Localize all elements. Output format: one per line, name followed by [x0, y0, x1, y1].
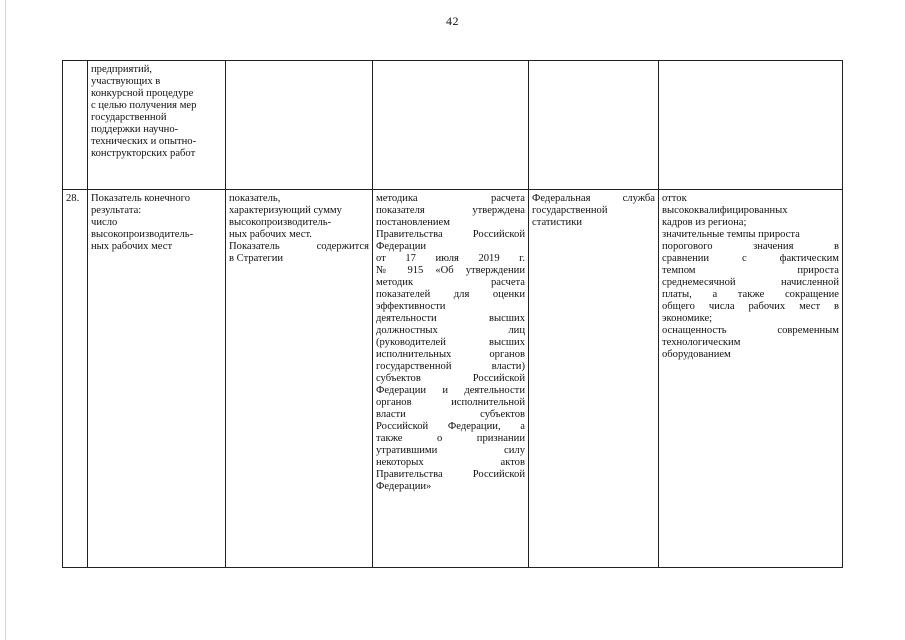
text-line: порогового значения в: [662, 241, 839, 252]
text-line: статистики: [532, 217, 583, 228]
text-line: утратившими силу: [376, 445, 525, 456]
text-line: власти субъектов: [376, 409, 525, 420]
text-line: Правительства Российской: [376, 229, 525, 240]
text-line: технологическим: [662, 337, 741, 348]
cell-factors: [659, 190, 843, 568]
text-line: в Стратегии: [229, 253, 284, 264]
text-line: от 17 июля 2019 г.: [376, 253, 525, 264]
text-line: № 915 «Об утверждении: [376, 265, 525, 276]
text-line: платы, а также сокращение: [662, 289, 839, 300]
text-line: Федерации и деятельности: [376, 385, 525, 396]
text-line: кадров из региона;: [662, 217, 747, 228]
cell-number: [63, 61, 88, 190]
text-line: государственной: [532, 205, 608, 216]
cell-source: [529, 190, 659, 568]
cell-indicator: [88, 61, 226, 190]
text-line: с целью получения мер: [91, 100, 197, 111]
text-line: методик расчета: [376, 277, 525, 288]
cell-source: [529, 61, 659, 190]
page-number: 42: [446, 14, 459, 28]
text-line: конструкторских работ: [91, 148, 196, 159]
text-line: органов исполнительной: [376, 397, 525, 408]
text-line: предприятий,: [91, 64, 153, 75]
text-line: темпом прироста: [662, 265, 839, 276]
text-line: должностных лиц: [376, 325, 525, 336]
text-line: субъектов Российской: [376, 373, 525, 384]
text-line: среднемесячной начисленной: [662, 277, 839, 288]
text-line: высокопроизводитель-: [229, 217, 332, 228]
cell-indicator: [88, 190, 226, 568]
text-line: методика расчета: [376, 193, 525, 204]
text-line: Федерации»: [376, 481, 432, 492]
text-line: оснащенность современным: [662, 325, 839, 336]
text-line: поддержки научно-: [91, 124, 179, 135]
text-line: общего числа рабочих мест в: [662, 301, 839, 312]
cell-definition: [226, 190, 373, 568]
text-line: ных рабочих мест: [91, 241, 173, 252]
text-line: Показатель содержится: [229, 241, 369, 252]
text-line: Российской Федерации, а: [376, 421, 525, 432]
text-line: Показатель конечного: [91, 193, 191, 204]
text-line: показателя утверждена: [376, 205, 525, 216]
text-line: характеризующий сумму: [229, 205, 342, 216]
text-line: участвующих в: [91, 76, 161, 87]
text-line: результата:: [91, 205, 142, 216]
text-line: постановлением: [376, 217, 450, 228]
table-row-continuation: [63, 61, 843, 190]
text-line: эффективности: [376, 301, 446, 312]
text-line: технических и опытно-: [91, 136, 197, 147]
text-line: деятельности высших: [376, 313, 525, 324]
text-line: высокопроизводитель-: [91, 229, 194, 240]
text-line: оборудованием: [662, 349, 731, 360]
text-line: исполнительных органов: [376, 349, 525, 360]
cell-methodology: [373, 190, 529, 568]
cell-definition: [226, 61, 373, 190]
cell-factors: [659, 61, 843, 190]
text-line: высококвалифицированных: [662, 205, 788, 216]
text-line: значительные темпы прироста: [662, 229, 800, 240]
text-line: государственной власти): [376, 361, 525, 372]
text-line: ных рабочих мест.: [229, 229, 312, 240]
indicators-table: [62, 60, 843, 568]
text-line: отток: [662, 193, 687, 204]
text-line: (руководителей высших: [376, 337, 525, 348]
text-line: сравнении с фактическим: [662, 253, 839, 264]
text-line: Федерации: [376, 241, 427, 252]
text-line: показателей для оценки: [376, 289, 525, 300]
text-line: государственной: [91, 112, 167, 123]
text-line: некоторых актов: [376, 457, 525, 468]
cell-number: 28.: [63, 190, 88, 568]
text-line: число: [91, 217, 118, 228]
table-row-28: [63, 190, 843, 568]
scan-edge-line: [5, 0, 6, 640]
cell-methodology: [373, 61, 529, 190]
text-line: конкурсной процедуре: [91, 88, 194, 99]
text-line: экономике;: [662, 313, 713, 324]
text-line: Федеральная служба: [532, 193, 655, 204]
text-line: также о признании: [376, 433, 525, 444]
text-line: Правительства Российской: [376, 469, 525, 480]
text-line: показатель,: [229, 193, 281, 204]
